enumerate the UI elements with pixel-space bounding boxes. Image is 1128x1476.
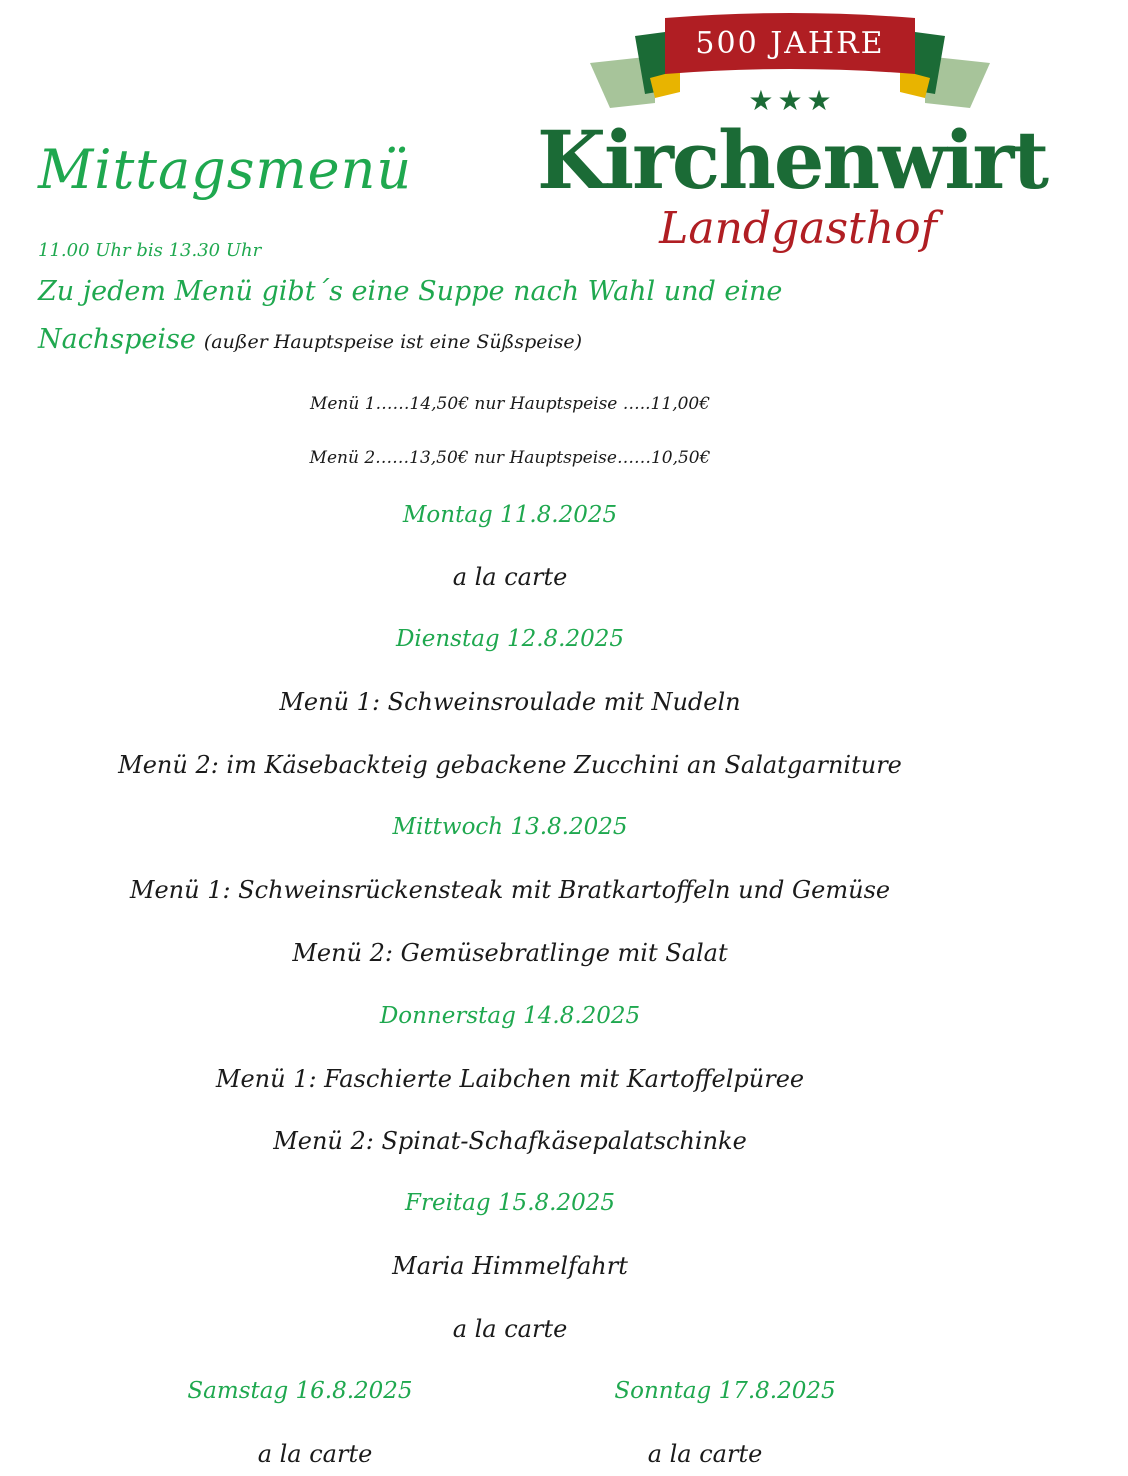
intro-dessert-word: Nachspeise <box>38 324 196 355</box>
wednesday-menu-2: Menü 2: Gemüsebratlinge mit Salat <box>292 939 728 967</box>
logo-stars: ★★★ <box>748 84 836 117</box>
logo-subtitle: Landgasthof <box>659 203 937 254</box>
saturday-item: a la carte <box>257 1440 373 1468</box>
intro-note: (außer Hauptspeise ist eine Süßspeise) <box>203 331 582 353</box>
friday-item: a la carte <box>452 1315 568 1343</box>
tuesday-menu-1: Menü 1: Schweinsroulade mit Nudeln <box>279 688 741 716</box>
wednesday-menu-1: Menü 1: Schweinsrückensteak mit Bratkartoffeln und Gemüse <box>129 876 891 904</box>
intro-line-1: Zu jedem Menü gibt´s eine Suppe nach Wahl und eine <box>38 276 783 307</box>
price-menu-1: Menü 1……14,50€ nur Hauptspeise …..11,00€ <box>309 394 711 414</box>
thursday-menu-2: Menü 2: Spinat-Schafkäsepalatschinke <box>273 1127 747 1155</box>
logo-name: Kirchenwirt <box>537 113 1050 207</box>
tuesday-menu-2: Menü 2: im Käsebackteig gebackene Zucchini an Salatgarniture <box>118 751 902 779</box>
thursday-menu-1: Menü 1: Faschierte Laibchen mit Kartoffelpüree <box>215 1065 805 1093</box>
day-title-tuesday: Dienstag 12.8.2025 <box>395 626 625 652</box>
day-title-thursday: Donnerstag 14.8.2025 <box>379 1003 641 1029</box>
sunday-item: a la carte <box>647 1440 763 1468</box>
monday-item: a la carte <box>452 563 568 591</box>
day-title-monday: Montag 11.8.2025 <box>402 502 618 528</box>
page-title: Mittagsmenü <box>38 138 413 201</box>
day-title-saturday: Samstag 16.8.2025 <box>187 1378 413 1404</box>
logo-banner-text: 500 JAHRE <box>695 26 885 61</box>
kirchenwirt-logo <box>530 8 1055 268</box>
price-menu-2: Menü 2……13,50€ nur Hauptspeise……10,50€ <box>309 448 711 468</box>
friday-holiday: Maria Himmelfahrt <box>392 1252 628 1280</box>
opening-hours: 11.00 Uhr bis 13.30 Uhr <box>38 240 262 261</box>
intro-line-2 <box>38 324 582 355</box>
day-title-wednesday: Mittwoch 13.8.2025 <box>392 814 628 840</box>
day-title-sunday: Sonntag 17.8.2025 <box>614 1378 836 1404</box>
day-title-friday: Freitag 15.8.2025 <box>405 1190 615 1216</box>
